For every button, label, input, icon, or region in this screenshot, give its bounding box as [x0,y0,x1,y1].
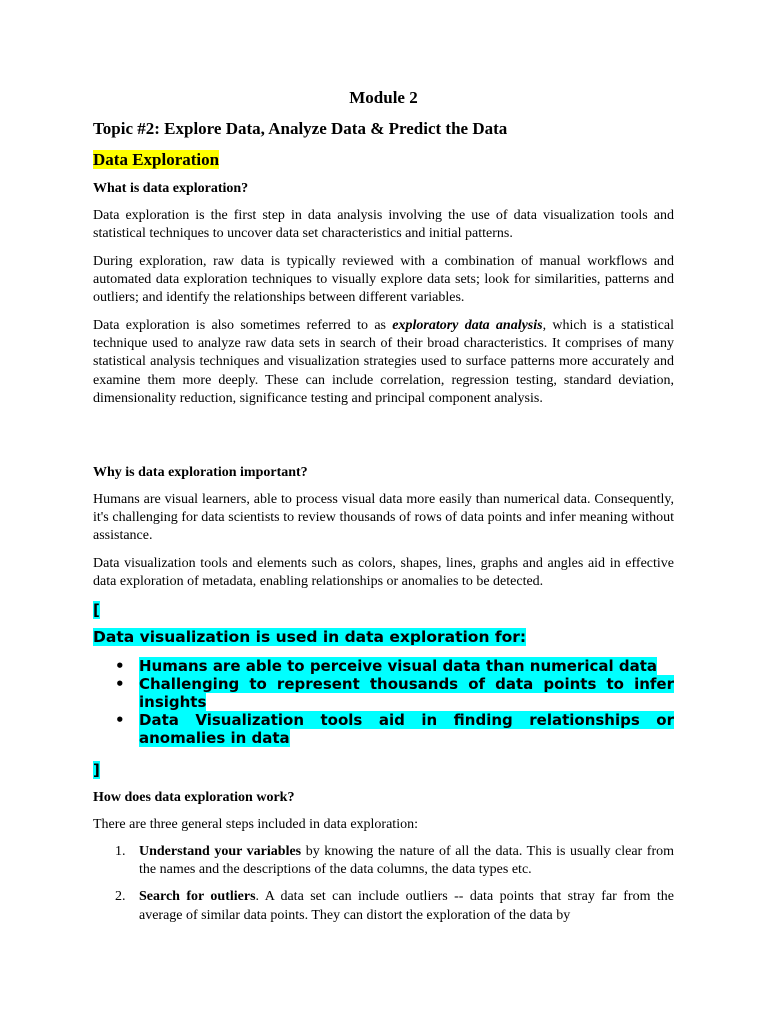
bullet-item [93,657,674,675]
close-bracket [93,761,674,779]
why-paragraph-2: Data visualization tools and elements such as colors, shapes, lines, graphs and angles aid in effective data exploration of metadata, enabling relationships or anomalies to be detected. [93,556,674,590]
visualization-bullet-list [93,657,674,747]
step-text: by knowing the nature of all the data. This is usually clear from the names and the descriptions of the data columns, the data types etc. [139,844,675,878]
step-item [93,888,674,924]
bullet-text: Data Visualization tools aid in finding relationships or anomalies in data [139,711,674,747]
bullet-item [93,711,674,747]
visualization-title [93,628,674,647]
open-bracket [93,601,674,619]
step-bold: Search for outliers [139,889,256,905]
question-how: How does data exploration work? [93,790,295,805]
bullet-text: Challenging to represent thousands of data points to infer insights [139,675,674,711]
bullet-dot-icon: • [115,657,125,675]
why-paragraph-1: Humans are visual learners, able to process visual data more easily than numerical data. Consequently, it's challenging for data scientists to review thousands of rows of data points and infer meaning without assistance. [93,492,674,544]
section-title-highlight: Data Exploration [93,150,220,169]
steps-list [93,843,674,925]
question-what: What is data exploration? [93,181,249,196]
question-why: Why is data exploration important? [93,465,308,480]
step-number: 1. [115,844,126,859]
bullet-item [93,675,674,711]
what-paragraph-3-end: , which is a statistical technique used to analyze raw data sets in search of their broad characteristics. It comprises of many statistical analysis techniques and visualization strategies used to surface patterns more accurately and examine them more deeply. These can include correlation, regression testing, standard deviation, dimensionality reduction, significance testing and principal component analysis. [93,318,674,406]
bullet-dot-icon: • [115,675,125,693]
module-title: Module 2 [349,88,418,107]
bullet-text: Humans are able to perceive visual data than numerical data [139,657,657,675]
what-paragraph-2: During exploration, raw data is typically reviewed with a combination of manual workflows and automated data exploration techniques to visually explore data sets; look for similarities, patterns and outliers; and identify the relationships between different variables. [93,254,674,306]
step-bold: Understand your variables [139,844,302,859]
what-paragraph-1: Data exploration is the first step in data analysis involving the use of data visualization tools and statistical techniques to uncover data set characteristics and initial patterns. [93,208,674,242]
step-text: . A data set can include outliers -- data points that stray far from the average of similar data points. They can distort the exploration of the data by [139,889,675,923]
what-paragraph-3-start: Data exploration is also sometimes referred to as [93,318,393,333]
open-bracket-highlight: [ [93,601,100,619]
section-title [93,149,674,171]
what-paragraph-3 [93,317,674,408]
exploratory-data-analysis-term: exploratory data analysis [392,318,543,333]
how-intro: There are three general steps included in data exploration: [93,817,418,832]
bullet-dot-icon: • [115,711,125,729]
topic-title: Topic #2: Explore Data, Analyze Data & Predict the Data [93,119,508,138]
visualization-title-highlight: Data visualization is used in data exploration for: [93,628,527,646]
step-number: 2. [115,889,126,905]
close-bracket-highlight: ] [93,761,100,779]
step-item [93,843,674,879]
